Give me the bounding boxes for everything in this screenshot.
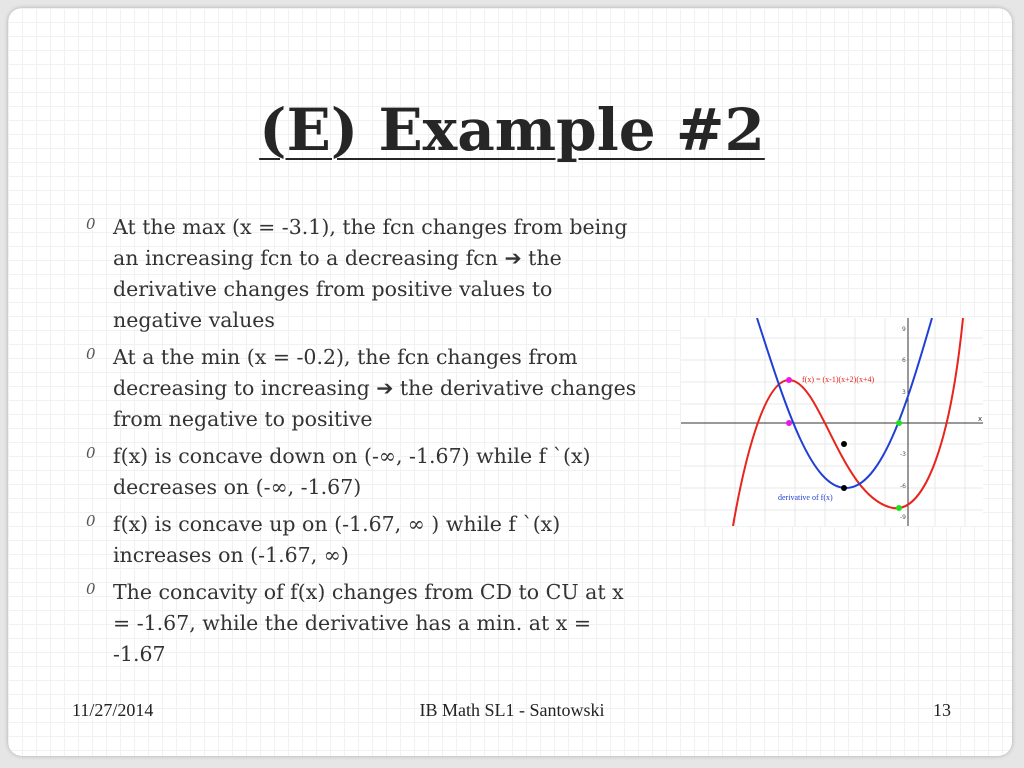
bullet-marker: 0 xyxy=(86,444,96,462)
y-tick-label: -6 xyxy=(900,483,906,490)
bullet-item xyxy=(86,441,642,503)
function-graph xyxy=(681,318,983,526)
slide-number: 13 xyxy=(933,700,951,720)
bullet-text: At a the min (x = -0.2), the fcn changes from decreasing to increasing ➔ the derivative changes from negative to positive xyxy=(113,345,637,431)
footer-date: 11/27/2014 xyxy=(72,700,154,720)
bullet-marker: 0 xyxy=(86,512,96,530)
bullet-text: At the max (x = -3.1), the fcn changes from being an increasing fcn to a decreasing fcn ➔ the derivative changes from positive values to negative values xyxy=(113,215,628,332)
y-tick-label: 3 xyxy=(902,389,906,396)
y-tick-label: 9 xyxy=(902,326,906,333)
function-label: f(x) = (x-1)(x+2)(x+4) xyxy=(802,375,875,384)
derivative-zero-at-min-marker xyxy=(896,420,902,426)
bullet-text: f(x) is concave down on (-∞, -1.67) while f `(x) decreases on (-∞, -1.67) xyxy=(113,444,591,499)
bullet-marker: 0 xyxy=(86,580,96,598)
footer-title: IB Math SL1 - Santowski xyxy=(419,700,605,720)
derivative-label: derivative of f(x) xyxy=(778,493,833,502)
bullet-item xyxy=(86,509,642,571)
max-point-marker xyxy=(786,377,792,383)
bullet-marker: 0 xyxy=(86,345,96,363)
bullet-text: f(x) is concave up on (-1.67, ∞ ) while f `(x) increases on (-1.67, ∞) xyxy=(113,512,561,567)
x-axis-label: x xyxy=(978,415,983,423)
bullet-item xyxy=(86,577,642,670)
y-tick-label: -9 xyxy=(900,514,906,521)
inflection-point-marker xyxy=(841,441,847,447)
derivative-min-marker xyxy=(841,485,847,491)
bullet-item xyxy=(86,212,642,336)
y-tick-label: 6 xyxy=(902,357,906,364)
graph-svg xyxy=(681,318,983,526)
bullet-list xyxy=(86,212,642,676)
bullet-text: The concavity of f(x) changes from CD to CU at x = -1.67, while the derivative has a min. at x = -1.67 xyxy=(113,580,624,666)
y-tick-label: -3 xyxy=(900,451,906,458)
min-point-marker xyxy=(896,505,902,511)
bullet-item xyxy=(86,342,642,435)
slide-title: (E) Example #2 xyxy=(259,96,765,164)
bullet-marker: 0 xyxy=(86,215,96,233)
derivative-zero-at-max-marker xyxy=(786,420,792,426)
